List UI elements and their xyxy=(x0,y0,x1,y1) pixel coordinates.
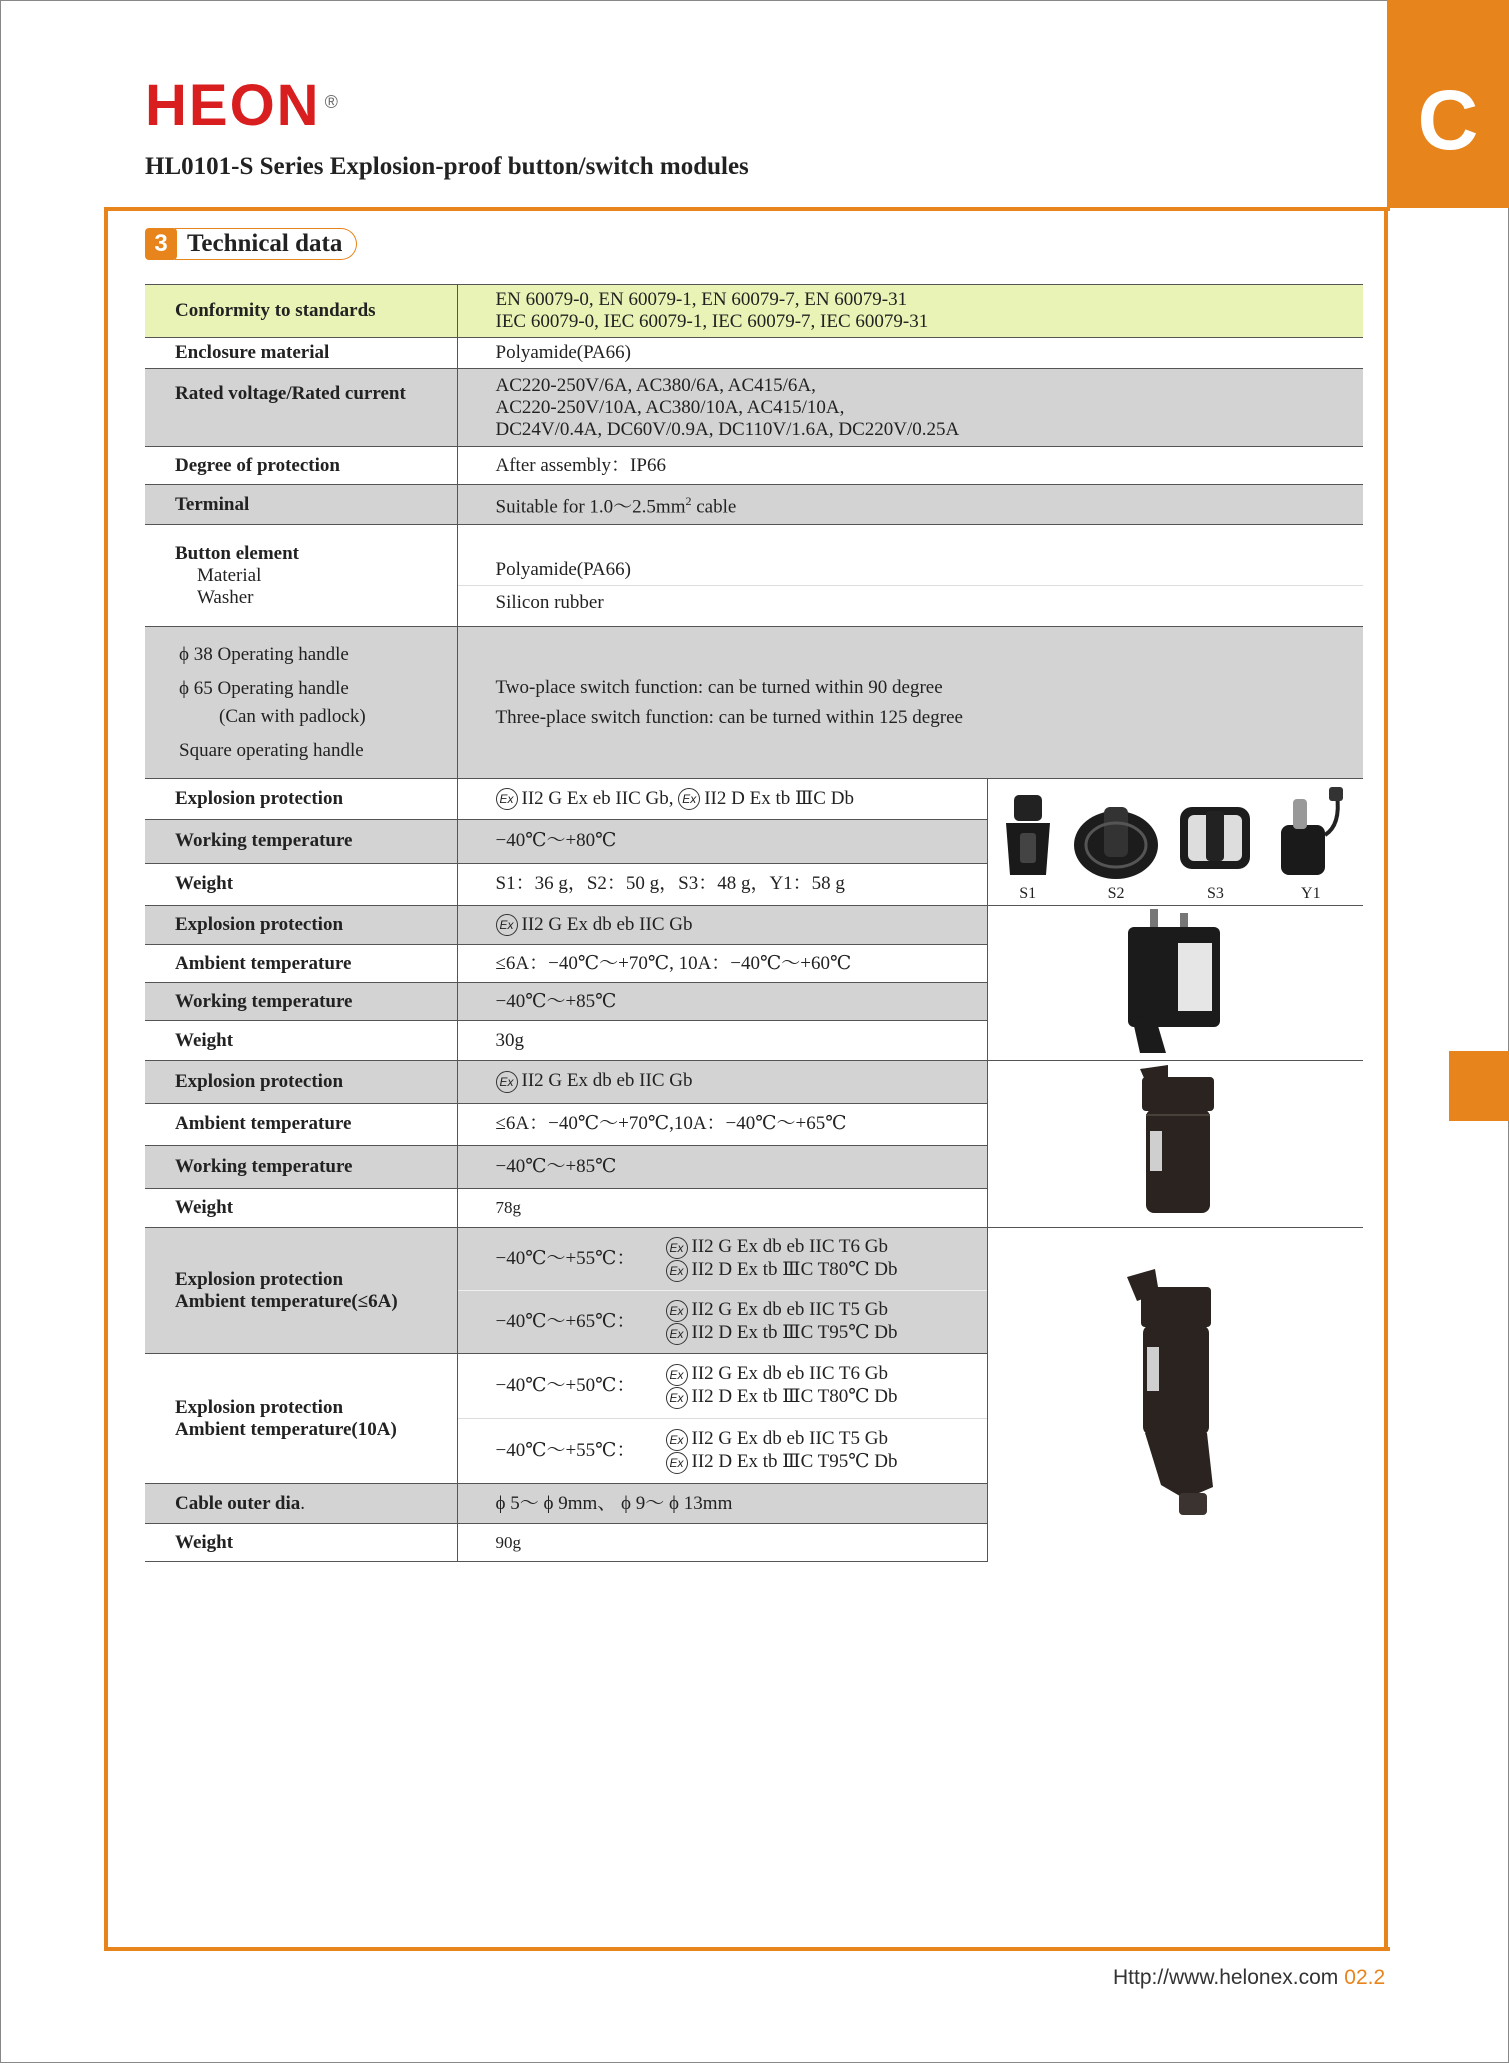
washer-label: Washer xyxy=(197,586,254,608)
cert-text: II2 G Ex db eb IIC Gb xyxy=(521,1070,693,1092)
technical-data-table xyxy=(145,284,1363,1562)
row-value: S1：36 g，S2：50 g，S3：48 g，Y1：58 g xyxy=(457,863,987,905)
row-label: Working temperature xyxy=(145,1146,457,1189)
row-value xyxy=(457,1061,987,1104)
row-value: After assembly：IP66 xyxy=(457,447,1363,485)
temp-range: −40℃～+55℃： xyxy=(495,1248,636,1269)
row-value: −40℃～+85℃ xyxy=(457,983,987,1021)
cable-label: Cable outer dia xyxy=(175,1492,301,1514)
row-label: Rated voltage/Rated current xyxy=(145,369,457,447)
cert-list xyxy=(666,1236,898,1281)
cert-text: II2 G Ex db eb IIC T6 Gb xyxy=(691,1236,888,1258)
row-value: −40℃～+80℃ xyxy=(457,820,987,863)
material-value: Polyamide(PA66) xyxy=(495,559,631,580)
content-frame-right xyxy=(1384,207,1388,1947)
cert-line xyxy=(666,1428,898,1451)
cert-list xyxy=(666,1299,898,1344)
row-value xyxy=(457,369,1363,447)
row-label xyxy=(145,1228,457,1354)
enclosure-large-icon xyxy=(1115,1267,1235,1517)
knob-65-icon xyxy=(1072,793,1160,883)
row-label: Working temperature xyxy=(145,983,457,1021)
row-label: Ambient temperature xyxy=(145,1103,457,1146)
product-photo-enclosure-small xyxy=(987,1061,1363,1228)
ex-mark-icon: Ex xyxy=(666,1237,688,1259)
table-row xyxy=(145,525,1363,627)
cert-text: II2 D Ex tb ⅢC T95℃ Db xyxy=(691,1451,898,1472)
rated-line: DC24V/0.4A, DC60V/0.9A, DC110V/1.6A, DC220V/0.25A xyxy=(495,418,960,440)
row-label: Weight xyxy=(145,1524,457,1562)
row-value: ≤6A：−40℃～+70℃,10A：−40℃～+65℃ xyxy=(457,1103,987,1146)
washer-value: Silicon rubber xyxy=(495,592,604,613)
enclosure-small-icon xyxy=(1120,1061,1230,1221)
ex-mark-icon: Ex xyxy=(666,1452,688,1474)
cert-line xyxy=(666,1322,898,1345)
row-label-line: Ambient temperature(10A) xyxy=(175,1418,397,1440)
ex-mark-icon: Ex xyxy=(666,1260,688,1282)
table-row xyxy=(145,447,1363,485)
photo-s2 xyxy=(1072,793,1160,905)
temp-range: −40℃～+50℃： xyxy=(495,1375,636,1396)
handle-label: ϕ 38 Operating handle xyxy=(179,643,349,665)
row-value xyxy=(457,906,987,945)
row-value xyxy=(457,1419,987,1484)
handle-label: ϕ 65 Operating handle xyxy=(179,677,349,699)
table-row xyxy=(145,627,1363,779)
ex-mark-icon: Ex xyxy=(496,788,518,810)
row-value xyxy=(457,485,1363,525)
page-number: 02.2 xyxy=(1344,1966,1386,1989)
cert-list xyxy=(666,1363,898,1408)
side-marker xyxy=(1449,1051,1509,1121)
terminal-sup: 2 xyxy=(685,494,692,509)
row-label: Ambient temperature xyxy=(145,945,457,983)
row-label-line: Ambient temperature(≤6A) xyxy=(175,1290,398,1312)
product-photo-contact-block xyxy=(987,906,1363,1061)
row-label: Explosion protection xyxy=(145,906,457,945)
row-label: Weight xyxy=(145,1021,457,1061)
contact-block-icon xyxy=(1120,907,1230,1053)
row-label: Weight xyxy=(145,863,457,905)
handle-label: (Can with padlock) xyxy=(219,705,366,727)
cert-text: II2 G Ex db eb IIC T6 Gb xyxy=(691,1363,888,1385)
terminal-text: Suitable for 1.0～2.5mm xyxy=(495,496,686,518)
temp-range: −40℃～+65℃： xyxy=(495,1311,636,1332)
document-title: HL0101-S Series Explosion-proof button/switch modules xyxy=(145,153,749,180)
row-value xyxy=(457,1354,987,1419)
ex-mark-icon: Ex xyxy=(666,1323,688,1345)
photo-y1 xyxy=(1271,785,1351,905)
row-label: Explosion protection xyxy=(145,1061,457,1104)
cert-text: II2 D Ex tb ⅢC T95℃ Db xyxy=(691,1322,898,1343)
logo-text: HEON xyxy=(145,73,321,138)
photo-caption: S3 xyxy=(1206,885,1224,902)
handle-label: Square operating handle xyxy=(179,739,364,761)
row-label: Degree of protection xyxy=(145,447,457,485)
row-label xyxy=(145,627,457,779)
row-value: 78g xyxy=(457,1188,987,1228)
button-element-label: Button element xyxy=(175,542,300,564)
cert-line xyxy=(666,1386,898,1409)
row-value xyxy=(457,525,1363,627)
cert-line xyxy=(666,1299,898,1322)
row-value xyxy=(457,1291,987,1354)
section-title: Technical data xyxy=(175,228,357,260)
photo-s1 xyxy=(1000,793,1056,905)
page-footer xyxy=(1113,1966,1385,1990)
footer-url[interactable]: Http://www.helonex.com xyxy=(1113,1966,1339,1989)
row-value: 90g xyxy=(457,1524,987,1562)
ex-mark-icon: Ex xyxy=(496,914,518,936)
row-label: Weight xyxy=(145,1188,457,1228)
handle-function: Two-place switch function: can be turned within 90 degree xyxy=(495,676,943,698)
table-row xyxy=(145,369,1363,447)
brand-logo xyxy=(145,73,340,138)
cert-text: II2 D Ex tb ⅢC T80℃ Db xyxy=(691,1386,898,1407)
row-label: Explosion protection xyxy=(145,779,457,820)
table-row xyxy=(145,779,1363,820)
table-row xyxy=(145,285,1363,338)
row-label xyxy=(145,1354,457,1484)
ex-mark-icon: Ex xyxy=(666,1364,688,1386)
cert-text: II2 G Ex db eb IIC T5 Gb xyxy=(691,1428,888,1450)
section-tab: C xyxy=(1387,0,1509,208)
row-label xyxy=(145,1484,457,1524)
photo-s3 xyxy=(1176,793,1254,905)
material-label: Material xyxy=(197,564,262,586)
row-label: Conformity to standards xyxy=(145,285,457,338)
cert-line xyxy=(666,1363,898,1386)
rated-line: AC220-250V/10A, AC380/10A, AC415/10A, xyxy=(495,396,845,418)
row-value xyxy=(457,285,1363,338)
terminal-text: cable xyxy=(691,496,737,518)
key-switch-icon xyxy=(1271,785,1351,883)
row-value: ≤6A：−40℃～+70℃, 10A：−40℃～+60℃ xyxy=(457,945,987,983)
cert-line xyxy=(666,1259,898,1282)
square-handle-icon xyxy=(1176,793,1254,883)
photo-caption: Y1 xyxy=(1301,885,1321,902)
cert-text: II2 D Ex tb ⅢC Db xyxy=(704,787,854,809)
standards-line: EN 60079-0, EN 60079-1, EN 60079-7, EN 60079-31 xyxy=(495,289,908,310)
row-label: Terminal xyxy=(145,485,457,525)
table-row xyxy=(145,906,1363,945)
cable-label-dot: . xyxy=(300,1492,306,1514)
row-value: 30g xyxy=(457,1021,987,1061)
row-value xyxy=(457,1228,987,1291)
row-label: Working temperature xyxy=(145,820,457,863)
cert-text: II2 D Ex tb ⅢC T80℃ Db xyxy=(691,1259,898,1280)
registered-mark: ® xyxy=(324,92,340,112)
row-value xyxy=(457,779,987,820)
cert-line xyxy=(666,1451,898,1474)
table-row xyxy=(145,338,1363,369)
product-photo-enclosure-large xyxy=(987,1228,1363,1562)
ex-mark-icon: Ex xyxy=(666,1429,688,1451)
product-photos-s1-y1 xyxy=(987,779,1363,906)
cert-list xyxy=(666,1428,898,1473)
row-label-line: Explosion protection xyxy=(175,1268,344,1290)
row-value xyxy=(457,627,1363,779)
ex-mark-icon: Ex xyxy=(678,788,700,810)
row-value: ϕ 5～ ϕ 9mm、 ϕ 9～ ϕ 13mm xyxy=(457,1484,987,1524)
section-heading xyxy=(145,228,357,260)
table-row xyxy=(145,1228,1363,1291)
handle-function: Three-place switch function: can be turned within 125 degree xyxy=(495,706,963,728)
ex-mark-icon: Ex xyxy=(666,1387,688,1409)
ex-mark-icon: Ex xyxy=(666,1300,688,1322)
cert-line xyxy=(666,1236,898,1259)
table-row xyxy=(145,485,1363,525)
row-label: Enclosure material xyxy=(145,338,457,369)
row-value: −40℃～+85℃ xyxy=(457,1146,987,1189)
cert-text: II2 G Ex eb IIC Gb, xyxy=(521,787,674,809)
row-label xyxy=(145,525,457,627)
ex-mark-icon: Ex xyxy=(496,1071,518,1093)
knob-38-icon xyxy=(1000,793,1056,883)
row-value: Polyamide(PA66) xyxy=(457,338,1363,369)
standards-line: IEC 60079-0, IEC 60079-1, IEC 60079-7, IEC 60079-31 xyxy=(495,311,929,332)
cert-text: II2 G Ex db eb IIC T5 Gb xyxy=(691,1299,888,1321)
temp-range: −40℃～+55℃： xyxy=(495,1440,636,1461)
photo-caption: S2 xyxy=(1107,885,1125,902)
table-row xyxy=(145,1061,1363,1104)
row-label-line: Explosion protection xyxy=(175,1396,344,1418)
rated-line: AC220-250V/6A, AC380/6A, AC415/6A, xyxy=(495,374,816,396)
cert-text: II2 G Ex db eb IIC Gb xyxy=(521,913,693,935)
section-number: 3 xyxy=(145,228,177,260)
photo-caption: S1 xyxy=(1019,885,1037,902)
